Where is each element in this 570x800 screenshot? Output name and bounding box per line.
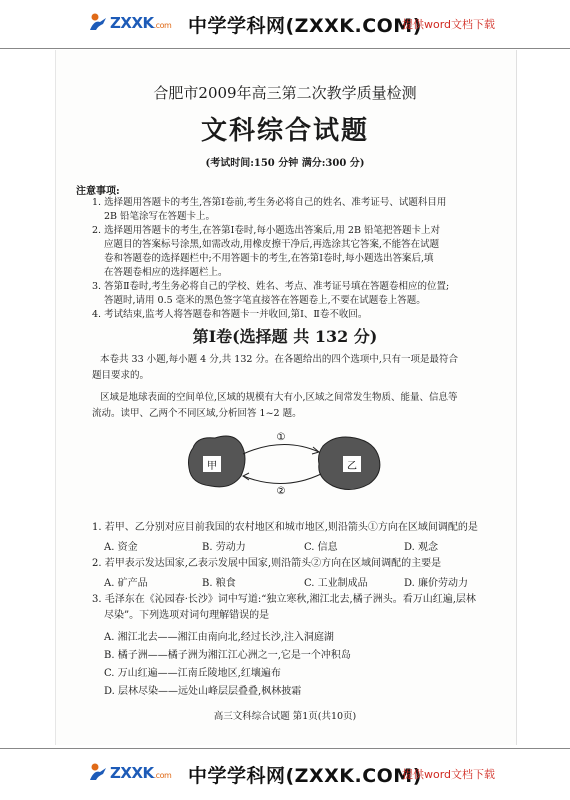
question-1-stem: 1. 若甲、乙分别对应目前我国的农村地区和城市地区,则沿箭头①方向在区域间调配的是 <box>92 522 478 533</box>
bottom-banner <box>0 750 570 798</box>
notes-heading: 注意事项: <box>76 186 120 197</box>
question-3-stem-cont: 尽染”。下列选项对词句理解错误的是 <box>104 610 270 621</box>
option-d[interactable]: D. 廉价劳动力 <box>404 578 469 589</box>
region-yi-label: 乙 <box>347 461 357 472</box>
question-3-stem: 3. 毛泽东在《沁园春·长沙》词中写道:“独立寒秋,湘江北去,橘子洲头。看万山红遍,层林 <box>92 594 476 605</box>
note-line: 在答题卷相应的选择题栏上。 <box>104 267 228 278</box>
region-line: 流动。读甲、乙两个不同区域,分析回答 1~2 题。 <box>92 408 302 419</box>
logo-text: ZXXK <box>110 764 154 782</box>
logo-person-icon <box>88 762 110 782</box>
intro-line: 本卷共 33 小题,每小题 4 分,共 132 分。在各题给出的四个选项中,只有一项是最符合 <box>100 354 458 365</box>
option-a[interactable]: A. 矿产品 <box>104 578 148 589</box>
option-a[interactable]: A. 湘江北去——湘江由南向北,经过长沙,注入洞庭湖 <box>104 632 334 643</box>
site-title[interactable]: 中学学科网(ZXXK.COM) <box>188 765 422 787</box>
logo-person-icon <box>88 12 110 32</box>
logo-sub: .com <box>153 771 172 780</box>
site-title[interactable]: 中学学科网(ZXXK.COM) <box>188 15 422 37</box>
note-line: 1. 选择题用答题卡的考生,答第Ⅰ卷前,考生务必将自己的姓名、准考证号、试题科目用 <box>92 197 447 208</box>
arrow-one-label: ① <box>276 432 286 443</box>
top-banner <box>0 0 570 48</box>
arrow-two-label: ② <box>276 486 286 497</box>
option-c[interactable]: C. 万山红遍——江南丘陵地区,红壤遍布 <box>104 668 281 679</box>
zxxk-logo[interactable] <box>88 760 178 786</box>
option-b[interactable]: B. 粮食 <box>202 578 236 589</box>
region-line: 区域是地球表面的空间单位,区域的规模有大有小,区域之间常发生物质、能量、信息等 <box>100 392 458 403</box>
note-line: 2. 选择题用答题卡的考生,在答第Ⅰ卷时,每小题选出答案后,用 2B 铅笔把答题卡上对 <box>92 225 440 236</box>
exam-subtitle: 合肥市2009年高三第二次教学质量检测 <box>153 84 417 102</box>
intro-line: 题目要求的。 <box>92 370 150 381</box>
logo-text: ZXXK <box>110 14 154 32</box>
exam-title: 文科综合试题 <box>200 116 369 146</box>
option-d[interactable]: D. 观念 <box>404 542 439 553</box>
region-flow-diagram <box>185 428 385 500</box>
note-line: 卷和答题卷的选择题栏中;不用答题卡的考生,在答第Ⅰ卷时,每小题选出答案后,填 <box>104 253 434 264</box>
logo-sub: .com <box>153 21 172 30</box>
part-one-title: 第Ⅰ卷(选择题 共 132 分) <box>192 327 378 346</box>
note-line: 3. 答第Ⅱ卷时,考生务必将自己的学校、姓名、考点、准考证号填在答题卷相应的位置; <box>92 281 450 292</box>
bottom-divider <box>0 748 570 749</box>
option-a[interactable]: A. 资金 <box>104 542 138 553</box>
question-2-stem: 2. 若甲表示发达国家,乙表示发展中国家,则沿箭头②方向在区域间调配的主要是 <box>92 558 442 569</box>
option-b[interactable]: B. 劳动力 <box>202 542 246 553</box>
arrow-one <box>243 444 319 454</box>
option-c[interactable]: C. 信息 <box>304 542 338 553</box>
zxxk-logo[interactable] <box>88 10 178 36</box>
page-footer: 高三文科综合试题 第1页(共10页) <box>213 711 357 722</box>
option-c[interactable]: C. 工业制成品 <box>304 578 368 589</box>
option-d[interactable]: D. 层林尽染——远处山峰层层叠叠,枫林披霜 <box>104 686 302 697</box>
note-line: 答题时,请用 0.5 毫米的黑色签字笔直接答在答题卷上,不要在试题卷上答题。 <box>104 295 426 306</box>
note-line: 4. 考试结束,监考人将答题卷和答题卡一并收回,第Ⅰ、Ⅱ卷不收回。 <box>92 309 368 320</box>
top-divider <box>0 48 570 49</box>
exam-time-info: (考试时间:150 分钟 满分:300 分) <box>205 158 365 169</box>
download-link[interactable]: 提供word文档下载 <box>402 18 496 31</box>
download-link[interactable]: 提供word文档下载 <box>402 768 496 781</box>
option-b[interactable]: B. 橘子洲——橘子洲为湘江江心洲之一,它是一个冲积岛 <box>104 650 351 661</box>
arrow-two <box>243 474 321 484</box>
region-jia-label: 甲 <box>207 461 217 472</box>
note-line: 应题目的答案标号涂黑,如需改动,用橡皮擦干净后,再选涂其它答案,不能答在试题 <box>104 239 440 250</box>
note-line: 2B 铅笔涂写在答题卡上。 <box>104 211 216 222</box>
